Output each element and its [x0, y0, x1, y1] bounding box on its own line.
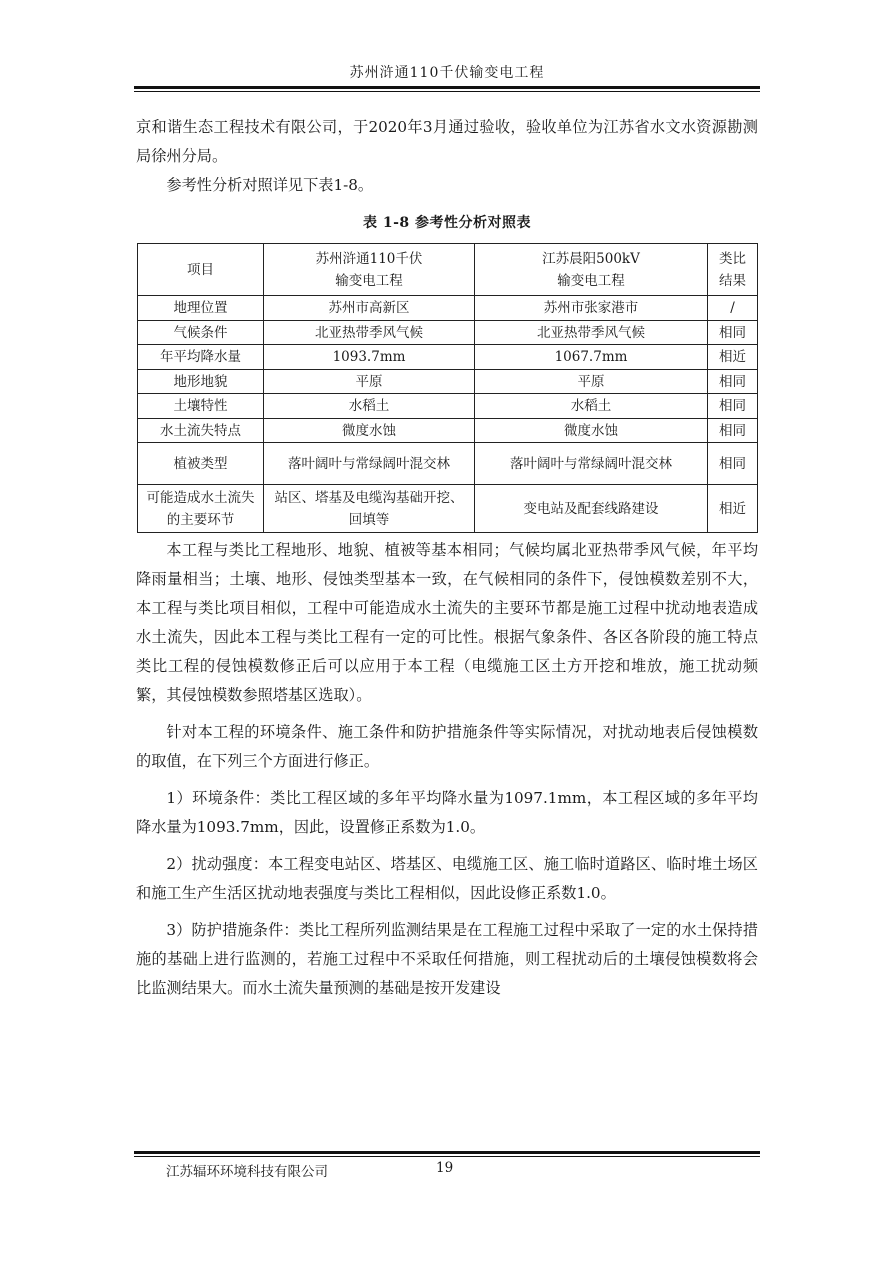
footer-rule-thin	[134, 1156, 760, 1157]
header-analog-line1: 江苏晨阳500kV	[542, 250, 640, 267]
table-row	[138, 485, 758, 533]
table-row	[138, 419, 758, 443]
cell-analog: 变电站及配套线路建设	[475, 485, 708, 533]
header-result-line2: 结果	[719, 272, 746, 289]
paragraph-environment-condition: 1）环境条件：类比工程区域的多年平均降水量为1097.1mm，本工程区域的多年平均降水量为1093.7mm，因此，设置修正系数为1.0。	[136, 789, 758, 836]
intro-text	[136, 113, 758, 200]
paragraph-continued: 京和谐生态工程技术有限公司，于2020年3月通过验收，验收单位为江苏省水文水资源勘测局徐州分局。	[136, 118, 758, 165]
paragraph-disturbance-intensity: 2）扰动强度：本工程变电站区、塔基区、电缆施工区、施工临时道路区、临时堆土场区和施工生产生活区扰动地表强度与类比工程相似，因此设修正系数1.0。	[136, 855, 758, 902]
cell-project: 微度水蚀	[264, 419, 475, 443]
cell-item: 地理位置	[138, 296, 264, 321]
cell-analog: 1067.7mm	[475, 345, 708, 370]
header-project	[264, 244, 475, 296]
running-header: 苏州浒通110千伏输变电工程	[349, 65, 545, 81]
header-analog-line2: 输变电工程	[557, 272, 625, 289]
main-text	[136, 536, 758, 1003]
table-header-row	[138, 244, 758, 296]
header-rule-thin	[134, 91, 760, 92]
cell-project: 落叶阔叶与常绿阔叶混交林	[264, 443, 475, 485]
cell-analog: 微度水蚀	[475, 419, 708, 443]
table-row	[138, 345, 758, 370]
footer-rule-thick	[134, 1151, 760, 1154]
cell-result: 相同	[708, 321, 758, 345]
cell-result: 相同	[708, 394, 758, 419]
header-project-line1: 苏州浒通110千伏	[315, 250, 423, 267]
cell-result: 相同	[708, 419, 758, 443]
table-row	[138, 370, 758, 394]
cell-result: 相同	[708, 443, 758, 485]
cell-item: 年平均降水量	[138, 345, 264, 370]
cell-project: 水稻土	[264, 394, 475, 419]
paragraph-correction-intro: 针对本工程的环境条件、施工条件和防护措施条件等实际情况，对扰动地表后侵蚀模数的取值，在下列三个方面进行修正。	[136, 723, 758, 770]
header-analog	[475, 244, 708, 296]
paragraph-comparison-analysis: 本工程与类比工程地形、地貌、植被等基本相同；气候均属北亚热带季风气候，年平均降雨量相当；土壤、地形、侵蚀类型基本一致，在气候相同的条件下，侵蚀模数差别不大，本工程与类比项目相似，工程中可能造成水土流失的主要环节都是施工过程中扰动地表造成水土流失，因此本工程与类比工程有一定的可比性。根据气象条件、各区各阶段的施工特点类比工程的侵蚀模数修正后可以应用于本工程（电缆施工区土方开挖和堆放，施工扰动频繁，其侵蚀模数参照塔基区选取）。	[136, 541, 758, 704]
cell-project: 站区、塔基及电缆沟基础开挖、回填等	[264, 485, 475, 533]
cell-project: 苏州市高新区	[264, 296, 475, 321]
header-result-line1: 类比	[719, 250, 746, 267]
table-row	[138, 296, 758, 321]
cell-result: /	[708, 296, 758, 321]
table-row	[138, 394, 758, 419]
cell-item: 水土流失特点	[138, 419, 264, 443]
cell-analog: 落叶阔叶与常绿阔叶混交林	[475, 443, 708, 485]
cell-analog: 北亚热带季风气候	[475, 321, 708, 345]
paragraph-table-reference: 参考性分析对照详见下表1-8。	[166, 176, 374, 194]
table-row	[138, 321, 758, 345]
cell-item: 土壤特性	[138, 394, 264, 419]
cell-item: 可能造成水土流失的主要环节	[138, 485, 264, 533]
cell-project: 北亚热带季风气候	[264, 321, 475, 345]
cell-project: 1093.7mm	[264, 345, 475, 370]
table-caption: 表 1-8 参考性分析对照表	[362, 215, 532, 231]
header-rule-thick	[134, 86, 760, 89]
cell-result: 相近	[708, 345, 758, 370]
cell-result: 相同	[708, 370, 758, 394]
paragraph-protection-measures: 3）防护措施条件：类比工程所列监测结果是在工程施工过程中采取了一定的水土保持措施的基础上进行监测的，若施工过程中不采取任何措施，则工程扰动后的土壤侵蚀模数将会比监测结果大。而水土流失量预测的基础是按开发建设	[136, 921, 758, 997]
comparison-table	[137, 243, 758, 533]
cell-analog: 苏州市张家港市	[475, 296, 708, 321]
cell-project: 平原	[264, 370, 475, 394]
footer-company: 江苏辐环环境科技有限公司	[166, 1164, 328, 1180]
header-result	[708, 244, 758, 296]
cell-analog: 平原	[475, 370, 708, 394]
header-project-line2: 输变电工程	[335, 272, 403, 289]
page-number: 19	[436, 1160, 454, 1176]
cell-item: 植被类型	[138, 443, 264, 485]
table-row	[138, 443, 758, 485]
cell-analog: 水稻土	[475, 394, 708, 419]
cell-item: 气候条件	[138, 321, 264, 345]
cell-item: 地形地貌	[138, 370, 264, 394]
header-item: 项目	[138, 244, 264, 296]
cell-result: 相近	[708, 485, 758, 533]
